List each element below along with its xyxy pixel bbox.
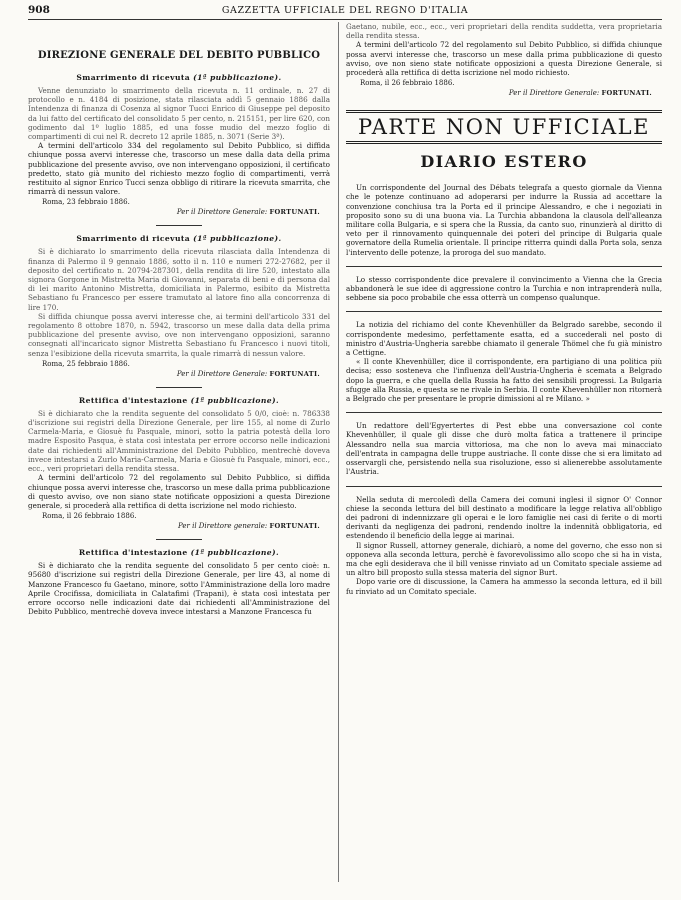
notice-3 <box>28 396 330 531</box>
diario-estero-title: DIARIO ESTERO <box>420 152 588 172</box>
notice-paragraph: Si è dichiarato che la rendita seguente del consolidato 5 0/0, cioè: n. 786338 d'iscrizione sui registri della Direzione Generale, per lire 155, al nome di Zurlo Carmela-Maria, e Giosuè fu Pasquale, minori, sotto la patria potestà della loro madre Esposito Pasqua, è stata così intestata per errore occorso nelle indicazioni date dai richiedenti all'Amministrazione del Debito Pubblico, mentrechè doveva invece intestarsi a Zurlo Maria-Carmela, Maria e Giosuè fu Pasquale, minori, ecc., ecc., veri proprietari della rendita stessa. <box>28 408 330 474</box>
separator-rule <box>346 412 662 413</box>
continuation-date: Roma, il 26 febbraio 1886. <box>360 79 455 88</box>
part-title: PARTE NON UFFICIALE <box>346 110 662 144</box>
separator-rule <box>346 266 662 267</box>
notice-date: Roma, 25 febbraio 1886. <box>42 359 130 368</box>
news-paragraph: Un redattore dell'Egyertertes di Pest ebbe una conversazione col conte Khevenhüller, il quale gli disse che durò molta fatica a trattenere il principe Alessandro nella sua marcia vittoriosa, ma che non lo aveva mai minacciato dell'entrata in campagna delle truppe austriache. Il conte disse che si era limitato ad osservargli che, persistendo nella sua risoluzione, esso si alienerebbe assolutamente l'Austria. <box>346 421 662 477</box>
notice-2 <box>28 234 330 378</box>
news-paragraph: Il signor Russell, attorney generale, dichiarò, a nome del governo, che esso non si opponeva alla seconda lettura, perchè è favorevolissimo allo scopo che si ha in vista, ma che egli desiderava che il bill venisse rinviato ad un Comitato speciale assieme ad un altro bill proposto sulla stessa materia del signor Burt. <box>346 540 662 578</box>
notice-signature: Per il Direttore Generale: FORTUNATI. <box>176 208 320 217</box>
separator-rule <box>156 539 202 540</box>
notice-paragraph: Si è dichiarato che la rendita seguente del consolidato 5 per cento cioè: n. 95680 d'iscrizione sui registri della Direzione Generale, per lire 43, al nome di Manzone Francesco fu Gaetano, minore, sotto l'Amministrazione della loro madre Aprile Crocifissa, domiciliata in Calatafimi (Trapani), è stata così intestata per errore occorso nelle indicazioni date dai richiedenti all'Amministrazione del Debito Pubblico, mentrechè doveva invece intestarsi a Manzone Francesca fu <box>28 561 330 617</box>
notice-paragraph: Venne denunziato lo smarrimento della ricevuta n. 11 ordinale, n. 27 di protocollo e n. 4184 di posizione, stata rilasciata addì 5 gennaio 1886 dalla Intendenza di finanza di Cosenza al signor Tucci Enrico di Giuseppe pel deposito da lui fatto del certificato del consolidato 5 per cento, n. 215151, per lire 620, con godimento dal 1º luglio 1885, ed una fosse mudio del mezzo foglio di compartimenti di cui nel R. decreto 12 aprile 1885, n. 3071 (Serie 3ª). <box>28 86 330 142</box>
column-divider <box>338 22 339 882</box>
notice-signature: Per il Direttore generale: FORTUNATI. <box>178 522 320 531</box>
notice-paragraph: Si è dichiarato lo smarrimento della ricevuta rilasciata dalla Intendenza di finanza di Palermo il 9 gennaio 1886, sotto il n. 110 e numeri 272-27682, per il deposito del certificato n. 20794-287301, della rendita di lire 520, intestato alla signora Gorgone in Mistretta Maria di Giovanni, separata di beni e di persona dal di lei marito Antonino Mistretta, domiciliata in Palermo, esibito da Mistretta Sebastiano fu Francesco per essere tramutato al latore fino alla concorrenza di lire 170. <box>28 247 330 312</box>
continuation-paragraph: Gaetano, nubile, ecc., ecc., veri proprietari della rendita suddetta, vera proprietaria della rendita stessa. <box>346 22 662 41</box>
notice-heading: Smarrimento di ricevuta (1ª pubblicazione). <box>76 234 282 244</box>
right-column <box>346 22 662 882</box>
newspaper-title: GAZZETTA UFFICIALE DEL REGNO D'ITALIA <box>221 5 469 16</box>
notice-date: Roma, il 26 febbraio 1886. <box>42 512 137 521</box>
news-paragraph: Nella seduta di mercoledì della Camera dei comuni inglesi il signor O' Connor chiese la seconda lettura del bill destinato a modificare la legge relativa all'obbligo dei padroni di indennizzare gli operai e le loro famiglie nei casi di ferite o di morti derivanti da negligenza dei padroni, rendendo inoltre la indennità obbligatoria, ed estendendo il beneficio della legge ai marinai. <box>346 494 662 541</box>
continuation-paragraph: A termini dell'articolo 72 del regolamento sul Debito Pubblico, si diffida chiunque possa avervi interesse che, trascorso un mese dalla prima pubblicazione di questo avviso, ove non sieno state notificate opposizioni a questa Direzione Generale, si procederà alla rettifica di detta iscrizione nel modo richiesto. <box>346 40 662 78</box>
news-paragraph: Un corrispondente del Journal des Débats telegrafa a questo giornale da Vienna che le potenze continuano ad adoperarsi per indurre la Russia ad accettare la convenzione conchiusa tra la Porta ed il principe Alessandro, e che i negoziati in proposito sono su di una buona via. La Turchia abbandona la clausola dell'alleanza militare colla Bulgaria, e si spera che la Russia, da canto suo, rinunzierà al diritto di veto per il rinnovamento quinquennale dei poteri del principe di Bulgaria quale governatore della Rumelia orientale. Il principe ritterra quindi dalla Porta sola, senza l'intervento delle potenze, la proroga del suo mandato. <box>346 183 662 257</box>
separator-rule <box>346 311 662 312</box>
continuation-signature: Per il Direttore Generale: FORTUNATI. <box>508 89 652 98</box>
page-header <box>28 4 662 20</box>
separator-rule <box>346 486 662 487</box>
notice-date: Roma, 23 febbraio 1886. <box>42 198 130 207</box>
news-paragraph: La notizia del richiamo del conte Khevenhüller da Belgrado sarebbe, secondo il corrispondente medesimo, perfettamente esatta, ed a succederali nel posto di ministro d'Austria-Ungheria sarebbe chiamato il generale Thömel che fu già ministro a Cettigne. <box>346 320 662 358</box>
notice-paragraph: A termini dell'articolo 72 del regolamento sul Debito Pubblico, si diffida chiunque possa avervi interesse che, trascorso un mese dalla prima pubblicazione di questo avviso, ove non siano state notificate opposizioni a questa Direzione generale, si procederà alla rettifica di detta iscrizione nel modo richiesto. <box>28 473 330 510</box>
separator-rule <box>156 225 202 226</box>
notice-heading: Rettifica d'intestazione (1ª pubblicazione). <box>78 548 280 558</box>
left-column <box>28 22 330 882</box>
news-paragraph: Dopo varie ore di discussione, la Camera ha ammesso la seconda lettura, ed il bill fu rinviato ad un Comitato speciale. <box>346 577 662 596</box>
notice-1 <box>28 73 330 217</box>
notice-paragraph: A termini dell'articolo 334 del regolamento sul Debito Pubblico, si diffida chiunque possa avervi interesse che, trascorso un mese dalla data della prima pubblicazione del presente avviso, ove non intervengano opposizioni, il certificato predetto, stato già munito del richiesto mezzo foglio di compartimenti, verrà restituito al signor Enrico Tucci senza obbligo di ritirare la ricevuta smarrita, che rimarrà di nessun valore. <box>28 141 330 197</box>
notice-4 <box>28 548 330 616</box>
notice-paragraph: Si diffida chiunque possa avervi interesse che, ai termini dell'articolo 331 del regolamento 8 ottobre 1870, n. 5942, trascorso un mese dalla data della prima pubblicazione del presente avviso, ove non intervengano opposizioni, saranno consegnati all'incaricato signor Mistretta Sebastiano fu Francesco i nuovi titoli, senza l'esibizione della ricevuta smarrita, la quale rimarrà di nessun valore. <box>28 311 330 358</box>
notice-heading: Smarrimento di ricevuta (1ª pubblicazione). <box>76 73 282 82</box>
section-title: DIREZIONE GENERALE DEL DEBITO PUBBLICO <box>37 50 321 61</box>
news-paragraph: Lo stesso corrispondente dice prevalere il convincimento a Vienna che la Grecia abbandonerà le sue idee di aggressione contro la Turchia e non intraprenderà nulla, sebbene sia poco probabile che essa otterrà un compenso qualunque. <box>346 274 662 303</box>
notice-heading: Rettifica d'intestazione (1ª pubblicazione). <box>78 395 280 405</box>
news-paragraph: « Il conte Khevenhüller, dice il corrispondente, era partigiano di una politica più decisa; esso sosteneva che l'influenza dell'Austria-Ungheria è scemata a Belgrado dopo la guerra, e che quella della Russia ha fatto dei sensibili progressi. La Bulgaria sfugge alla Russia, e questa se ne rivale in Serbia. Il conte Khevenhüller non ritornerà a Belgrado che per presentare le proprie dimissioni al re Milano. » <box>346 357 662 404</box>
notice-signature: Per il Direttore Generale: FORTUNATI. <box>176 369 320 378</box>
separator-rule <box>156 387 202 388</box>
page-number: 908 <box>28 4 50 16</box>
